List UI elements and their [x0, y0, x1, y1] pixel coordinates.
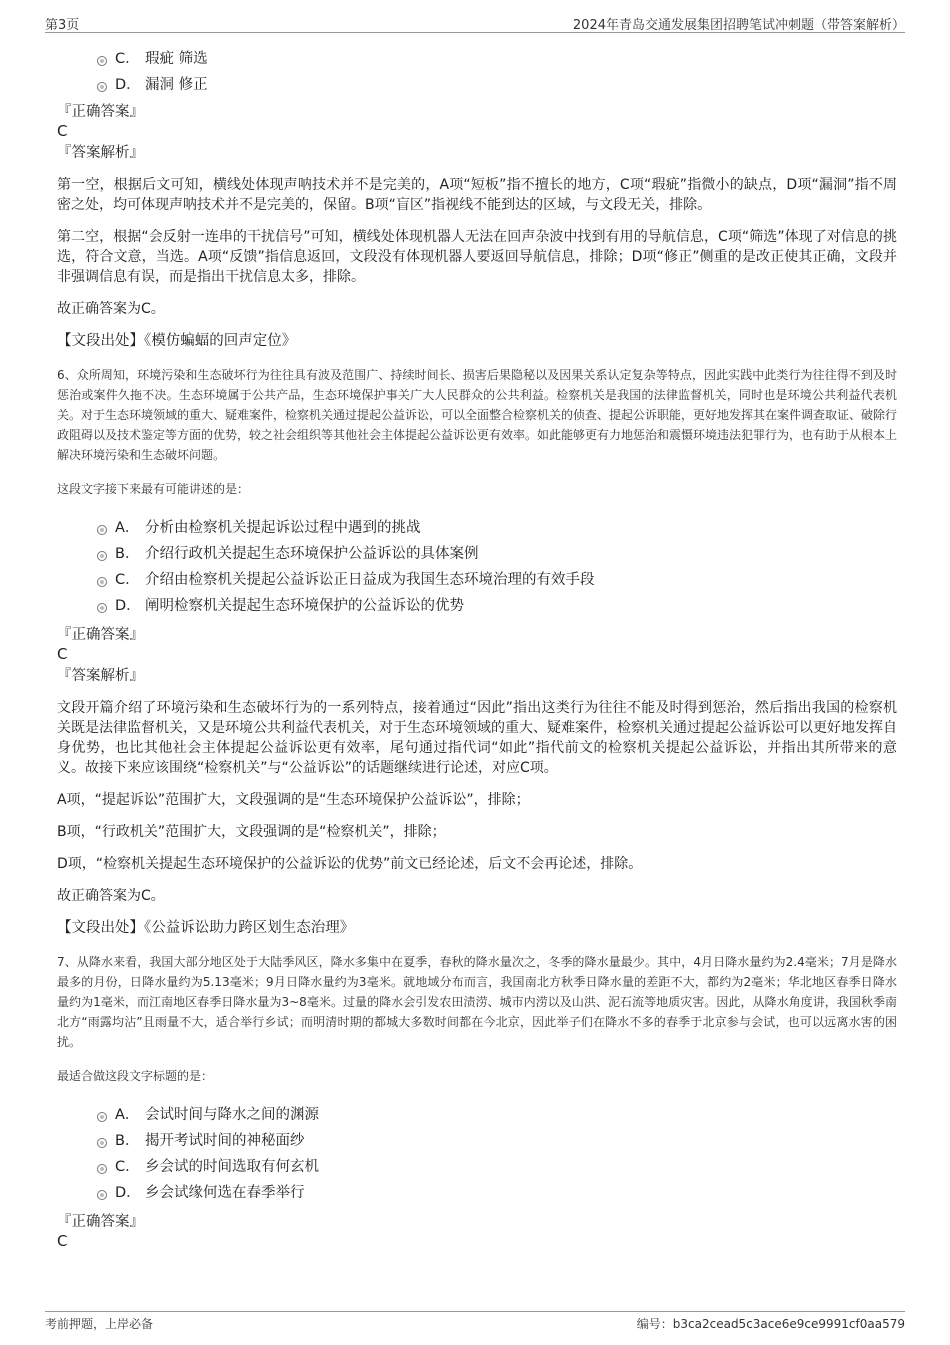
- analysis-paragraph: 故正确答案为C。: [57, 888, 165, 904]
- analysis-label: 『答案解析』: [57, 145, 144, 161]
- option-b[interactable]: B． 揭开考试时间的神秘面纱: [57, 1128, 897, 1154]
- option-list: [57, 515, 897, 619]
- radio-icon[interactable]: [97, 82, 107, 92]
- option-b[interactable]: B． 介绍行政机关提起生态环境保护公益诉讼的具体案例: [57, 541, 897, 567]
- radio-icon[interactable]: [97, 1164, 107, 1174]
- answer-value: C: [57, 122, 68, 140]
- source-citation: 【文段出处】《公益诉讼助力跨区划生态治理》: [57, 920, 355, 936]
- radio-icon[interactable]: [97, 603, 107, 613]
- analysis-paragraph: 第一空，根据后文可知，横线处体现声呐技术并不是完美的，A项“短板”指不擅长的地方，C项“瑕疵”指微小的缺点，D项“漏洞”指不周密之处，均可体现声呐技术并不是完美的，保留。B项“盲区”指视线不能到达的区域，与文段无关，排除。: [57, 177, 897, 213]
- analysis-paragraph: B项，“行政机关”范围扩大，文段强调的是“检察机关”，排除；: [57, 824, 446, 840]
- radio-icon[interactable]: [97, 525, 107, 535]
- question-stem: 6、众所周知，环境污染和生态破坏行为往往具有波及范围广、持续时间长、损害后果隐秘以及因果关系认定复杂等特点，因此实践中此类行为往往得不到及时惩治或案件久拖不决。生态环境属于公共产品，生态环境保护事关广大人民群众的公共利益。检察机关是我国的法律监督机关，同时也是环境公共利益代表机关。对于生态环境领域的重大、疑难案件，检察机关通过提起公益诉讼，可以全面整合检察机关的侦查、提起公诉职能，更好地发挥其在案件调查取证、破除行政阻碍以及技术鉴定等方面的优势，较之社会组织等其他社会主体提起公益诉讼更有效率。如此能够更有力地惩治和震慑环境违法犯罪行为，也有助于从根本上解决环境污染和生态破坏问题。: [57, 368, 898, 462]
- page-footer: [45, 1311, 905, 1335]
- option-d[interactable]: D． 漏洞 修正: [57, 72, 897, 98]
- option-list: [57, 1102, 897, 1206]
- analysis-paragraph: 文段开篇介绍了环境污染和生态破坏行为的一系列特点，接着通过“因此”指出这类行为往往不能及时得到惩治，然后指出我国的检察机关既是法律监督机关，又是环境公共利益代表机关，对于生态环境领域的重大、疑难案件，检察机关通过提起公益诉讼可以更好地发挥自身优势，也比其他社会主体提起公益诉讼更有效率，尾句通过指代词“如此”指代前文的检察机关提起公益诉讼，并指出其所带来的意义。故接下来应该围绕“检察机关”与“公益诉讼”的话题继续进行论述，对应C项。: [57, 700, 897, 776]
- radio-icon[interactable]: [97, 1138, 107, 1148]
- radio-icon[interactable]: [97, 1190, 107, 1200]
- option-c[interactable]: C． 瑕疵 筛选: [57, 46, 897, 72]
- question-stem: 7、从降水来看，我国大部分地区处于大陆季风区，降水多集中在夏季，春秋的降水量次之，冬季的降水量最少。其中，4月日降水量约为2.4毫米；7月是降水最多的月份，日降水量约为5.13毫米；9月日降水量约为3毫米。就地域分布而言，我国南北方秋季日降水量的差距不大，都约为2毫米；华北地区春季日降水量约为1毫米，而江南地区春季日降水量为3~8毫米。过量的降水会引发农田渍涝、城市内涝以及山洪、泥石流等地质灾害。因此，从降水角度讲，我国秋季南北方“雨露均沾”且雨量不大，适合举行乡试；而明清时期的都城大多数时间都在今北京，因此举子们在降水不多的春季于北京参与会试，也可以远离水害的困扰。: [57, 955, 897, 1049]
- option-d[interactable]: D． 阐明检察机关提起生态环境保护的公益诉讼的优势: [57, 593, 897, 619]
- option-a[interactable]: A． 分析由检察机关提起诉讼过程中遇到的挑战: [57, 515, 897, 541]
- answer-value: C: [57, 1232, 68, 1250]
- analysis-paragraph: 第二空，根据“会反射一连串的干扰信号”可知，横线处体现机器人无法在回声杂波中找到有用的导航信息，C项“筛选”体现了对信息的挑选，符合文意，当选。A项“反馈”指信息返回，文段没有体现机器人要返回导航信息，排除；D项“修正”侧重的是改正使其正确，文段并非强调信息有误，而是指出干扰信息太多，排除。: [57, 229, 897, 285]
- page-number: 第3页: [45, 18, 80, 33]
- page-content: [57, 46, 897, 1253]
- option-list: [57, 46, 897, 98]
- analysis-paragraph: A项，“提起诉讼”范围扩大，文段强调的是“生态环境保护公益诉讼”，排除；: [57, 792, 530, 808]
- option-c[interactable]: C． 乡会试的时间选取有何玄机: [57, 1154, 897, 1180]
- answer-value: C: [57, 645, 68, 663]
- footer-slogan: 考前押题，上岸必备: [45, 1317, 154, 1331]
- question-prompt: 最适合做这段文字标题的是：: [57, 1069, 214, 1083]
- option-d[interactable]: D． 乡会试缘何选在春季举行: [57, 1180, 897, 1206]
- document-id: 编号：b3ca2cead5c3ace6e9ce9991cf0aa579: [636, 1317, 905, 1331]
- answer-label: 『正确答案』: [57, 1214, 144, 1230]
- question-prompt: 这段文字接下来最有可能讲述的是：: [57, 482, 250, 496]
- analysis-paragraph: 故正确答案为C。: [57, 301, 165, 317]
- page-header: [45, 14, 905, 33]
- radio-icon[interactable]: [97, 56, 107, 66]
- radio-icon[interactable]: [97, 1112, 107, 1122]
- option-a[interactable]: A． 会试时间与降水之间的渊源: [57, 1102, 897, 1128]
- radio-icon[interactable]: [97, 551, 107, 561]
- option-c[interactable]: C． 介绍由检察机关提起公益诉讼正日益成为我国生态环境治理的有效手段: [57, 567, 897, 593]
- answer-label: 『正确答案』: [57, 104, 144, 120]
- answer-label: 『正确答案』: [57, 627, 144, 643]
- analysis-label: 『答案解析』: [57, 668, 144, 684]
- radio-icon[interactable]: [97, 577, 107, 587]
- source-citation: 【文段出处】《模仿蝙蝠的回声定位》: [57, 333, 297, 349]
- document-title: 2024年青岛交通发展集团招聘笔试冲刺题（带答案解析）: [572, 18, 905, 33]
- analysis-paragraph: D项，“检察机关提起生态环境保护的公益诉讼的优势”前文已经论述，后文不会再论述，排除。: [57, 856, 643, 872]
